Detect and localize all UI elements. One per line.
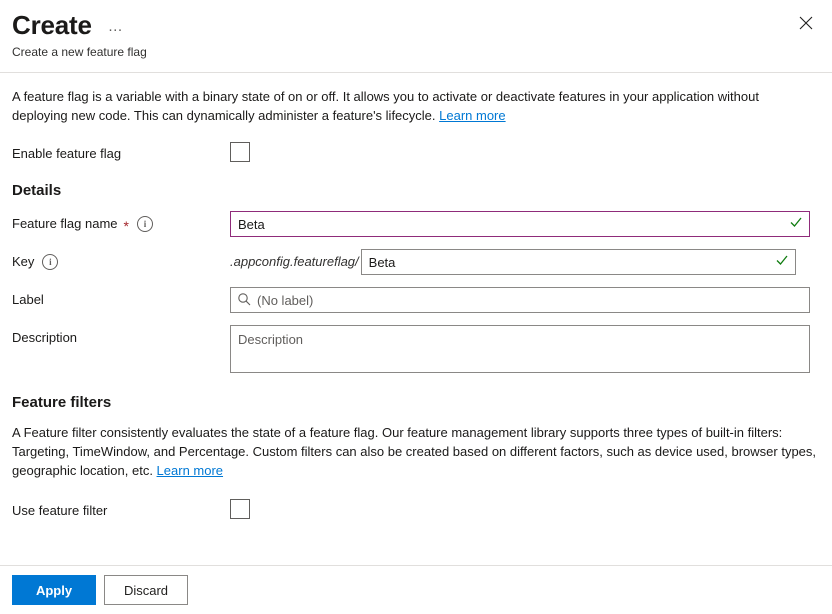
label-field-wrap xyxy=(230,287,810,313)
apply-button[interactable]: Apply xyxy=(12,575,96,605)
label-row xyxy=(12,287,820,313)
key-label xyxy=(12,249,230,272)
info-icon[interactable]: i xyxy=(42,254,58,270)
page-title: Create xyxy=(12,10,92,40)
feature-flag-name-row xyxy=(12,211,820,237)
key-field xyxy=(361,249,796,275)
enable-feature-flag-label: Enable feature flag xyxy=(12,146,122,161)
use-feature-filter-checkbox[interactable] xyxy=(230,499,250,519)
feature-filters-heading: Feature filters xyxy=(12,394,112,411)
use-feature-filter-label: Use feature filter xyxy=(12,503,108,518)
key-prefix: .appconfig.featureflag/ xyxy=(230,254,359,269)
details-heading: Details xyxy=(12,182,62,199)
feature-filters-description xyxy=(12,423,820,480)
description-label: Description xyxy=(12,330,78,345)
feature-filters-paragraph: A Feature filter consistently evaluates the state of a feature flag. Our feature management library supports three types of built-in filters: Targeting, TimeWindow, and Percentage. Custom filters can also be created based on different factors, such as device used, browser types, geographic location, etc. xyxy=(12,425,817,478)
intro-paragraph: A feature flag is a variable with a binary state of on or off. It allows you to activate or deactivate features in your application without deploying new code. This can dynamically administer a feature's lifecycle. xyxy=(12,89,759,123)
label-field-label: Label xyxy=(12,292,44,307)
discard-button[interactable]: Discard xyxy=(104,575,188,605)
label-input[interactable] xyxy=(230,287,810,313)
feature-flag-name-input[interactable] xyxy=(230,211,810,237)
intro-learn-more-link[interactable]: Learn more xyxy=(439,108,506,123)
info-icon[interactable]: i xyxy=(137,216,153,232)
use-feature-filter-row xyxy=(12,498,820,521)
enable-feature-flag-checkbox[interactable] xyxy=(230,142,250,162)
feature-flag-name-field xyxy=(230,211,810,237)
use-feature-filter-checkbox-wrap xyxy=(230,498,250,519)
key-row xyxy=(12,249,820,275)
panel-footer xyxy=(0,566,832,614)
required-asterisk: * xyxy=(123,217,129,234)
close-icon[interactable] xyxy=(792,9,820,37)
description-field xyxy=(230,325,810,376)
feature-flag-name-label-text: Feature flag name xyxy=(12,216,118,231)
panel-header xyxy=(0,0,832,59)
description-row xyxy=(12,325,820,376)
panel-body xyxy=(0,73,832,565)
more-options-button[interactable]: … xyxy=(107,18,123,35)
enable-feature-flag-checkbox-wrap xyxy=(230,141,250,162)
enable-feature-flag-row xyxy=(12,141,820,164)
key-input[interactable] xyxy=(361,249,796,275)
description-textarea[interactable] xyxy=(230,325,810,373)
feature-filters-learn-more-link[interactable]: Learn more xyxy=(156,463,224,478)
title-row xyxy=(12,10,820,40)
panel-subtitle: Create a new feature flag xyxy=(12,45,147,59)
intro-text xyxy=(12,87,812,125)
key-label-text: Key xyxy=(12,254,35,269)
feature-flag-name-label xyxy=(12,211,230,234)
